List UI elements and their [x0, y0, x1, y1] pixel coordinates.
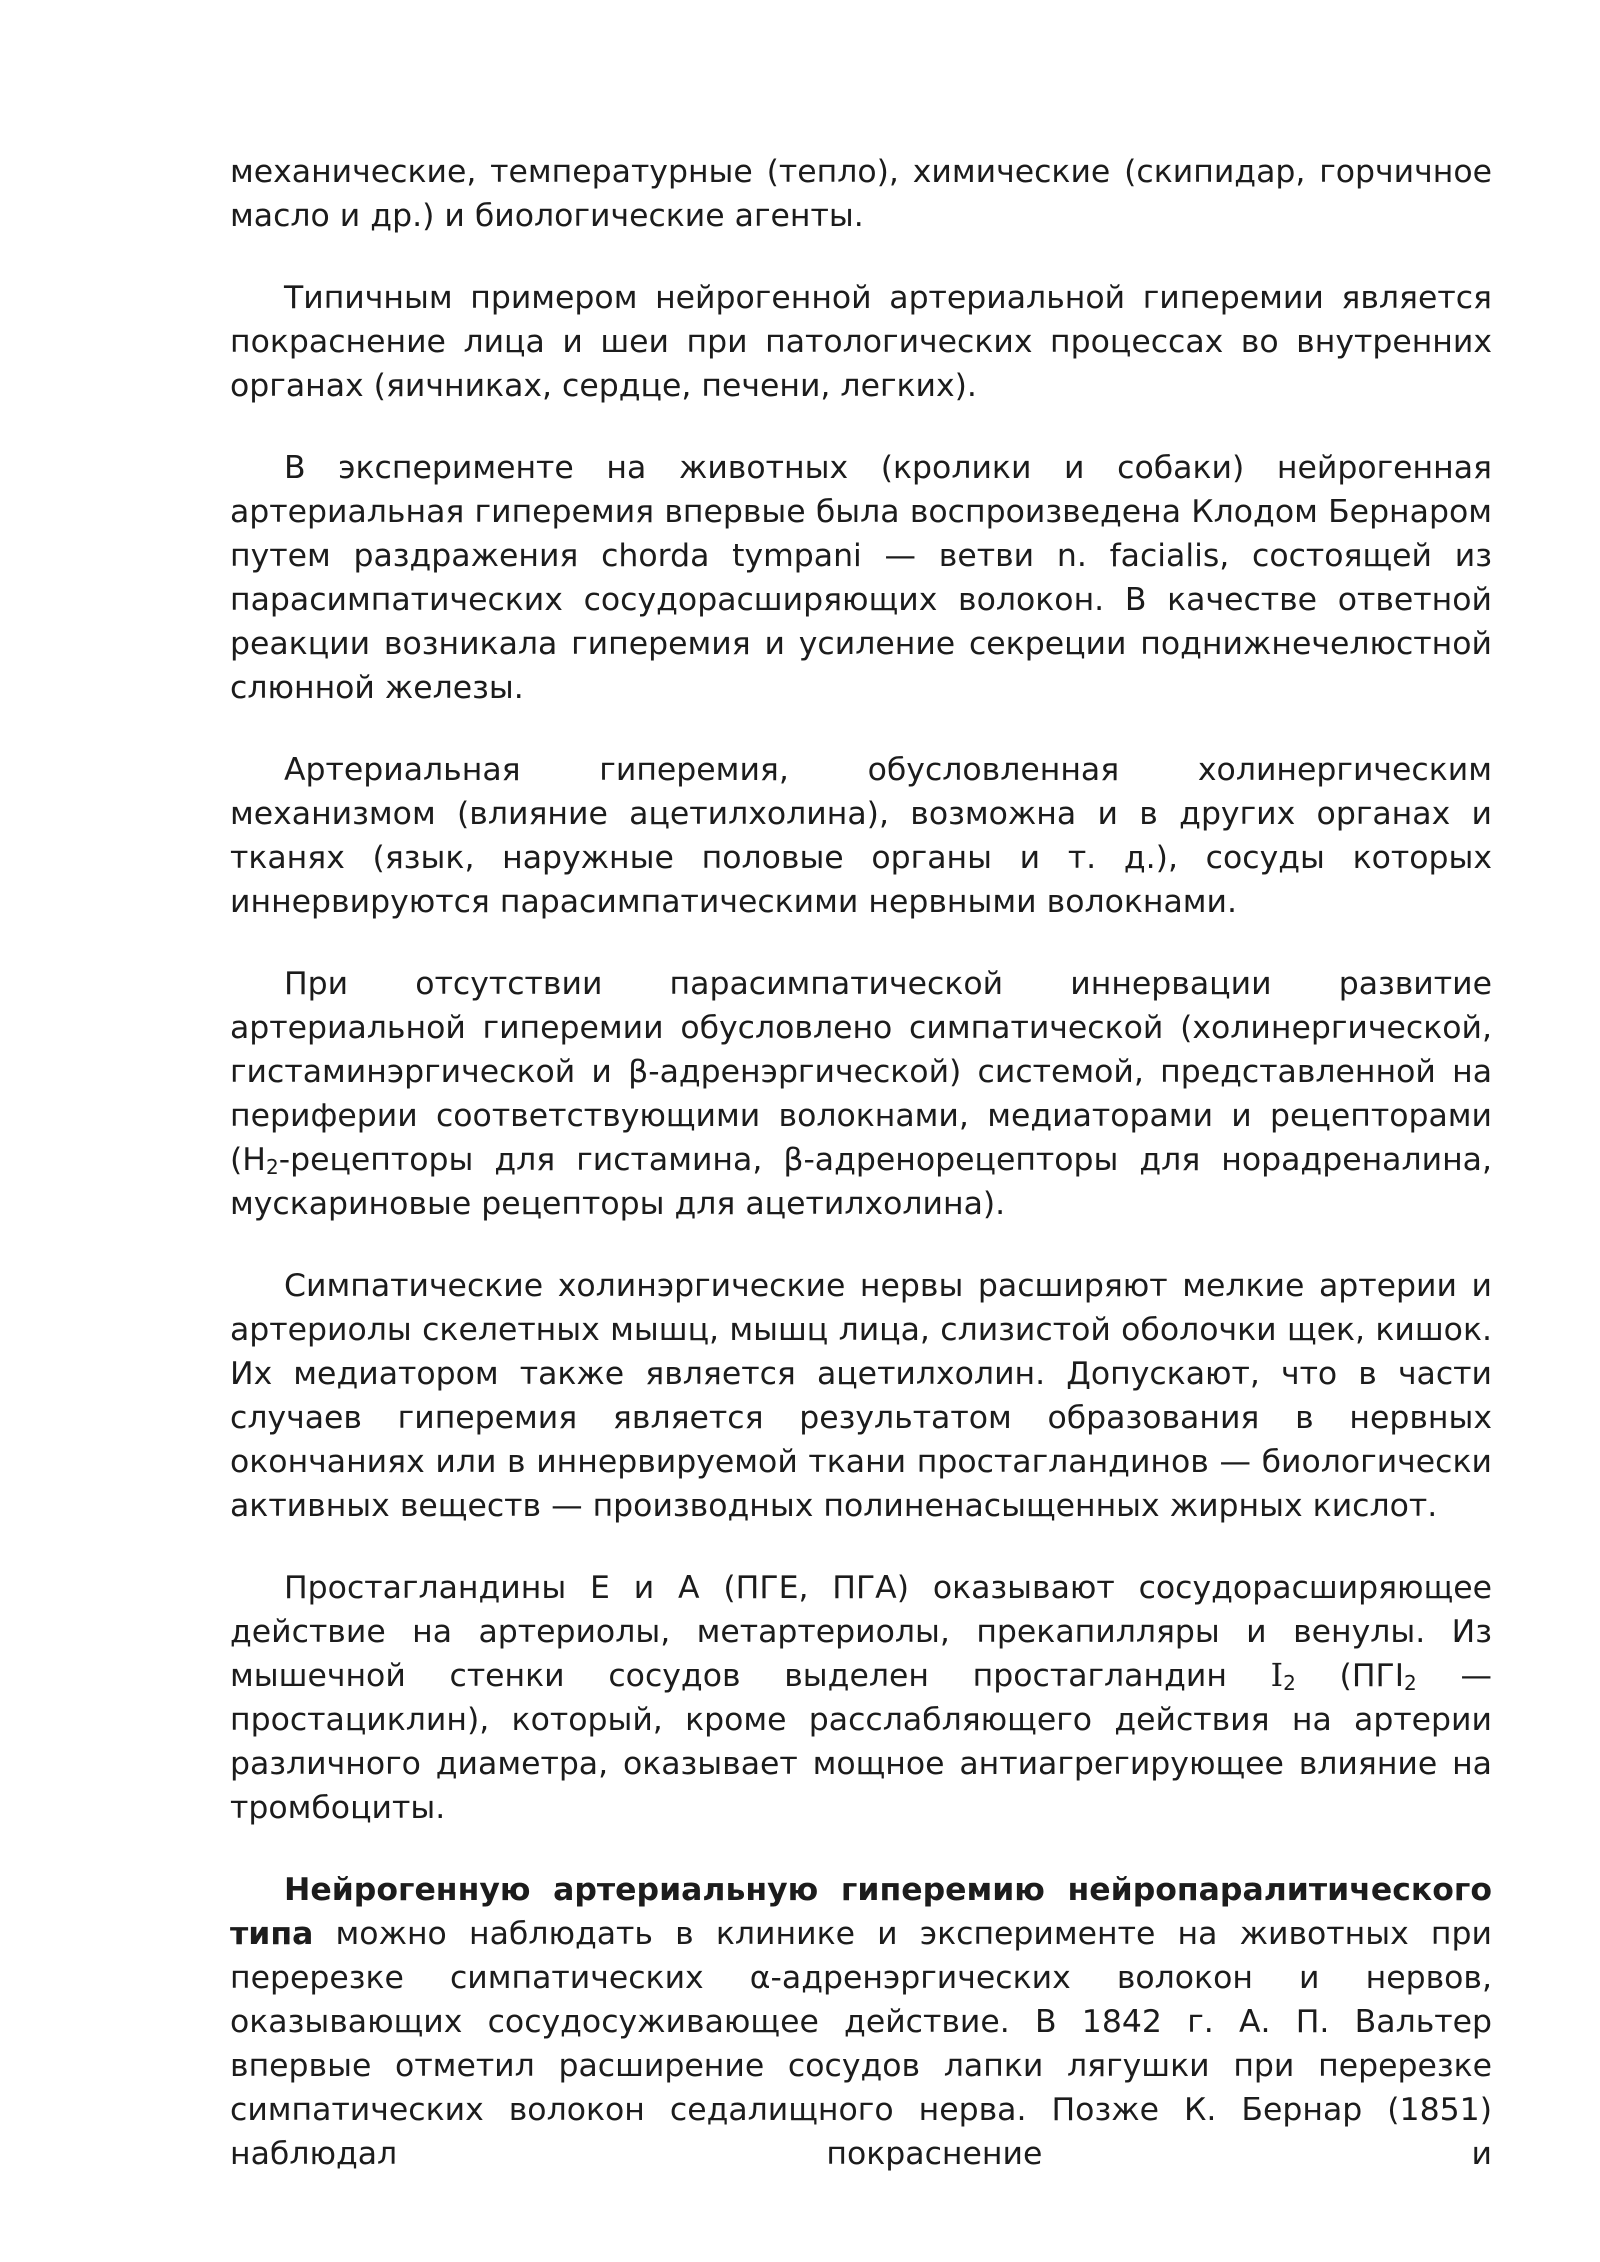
paragraph-7-text-c: — простациклин), который, кроме расслабляющего действия на артерии различного диаметра, оказывает мощное антиагрегирующее влияние на тромбоциты.	[230, 1658, 1492, 1826]
paragraph-3-text: В эксперименте на животных (кролики и собаки) нейрогенная артериальная гиперемия впервые была воспроизведена Клодом Бернаром путем раздражения chorda tympani — ветви n. facialis, состоящей из парасимпатических сосудорасширяющих волокон. В качестве ответной реакции возникала гиперемия и усиление секреции поднижнечелюстной слюнной железы.	[230, 450, 1492, 706]
paragraph-7	[230, 1566, 1492, 1830]
pgi2-subscript: 2	[1404, 1671, 1417, 1695]
paragraph-3	[230, 446, 1492, 710]
paragraph-7-text-b: (ПГI	[1295, 1658, 1405, 1694]
paragraph-5	[230, 962, 1492, 1226]
paragraph-1-text: механические, температурные (тепло), химические (скипидар, горчичное масло и др.) и биологические агенты.	[230, 154, 1492, 234]
paragraph-8-bold-lead: Нейрогенную артериальную гиперемию нейропаралитического типа	[230, 1872, 1492, 1952]
h2-subscript: 2	[265, 1155, 279, 1179]
paragraph-7-text-a: Простагландины Е и А (ПГЕ, ПГА) оказывают сосудорасширяющее действие на артериолы, метартериолы, прекапилляры и венулы. Из мышечной стенки сосудов выделен простагландин	[230, 1570, 1492, 1694]
paragraph-4-text: Артериальная гиперемия, обусловленная холинергическим механизмом (влияние ацетилхолина), возможна и в других органах и тканях (язык, наружные половые органы и т. д.), сосуды которых иннервируются парасимпатическими нервными волокнами.	[230, 752, 1492, 920]
paragraph-6	[230, 1264, 1492, 1528]
paragraph-8	[230, 1868, 1492, 2176]
document-page	[230, 150, 1492, 2214]
paragraph-2-text: Типичным примером нейрогенной артериальной гиперемии является покраснение лица и шеи при патологических процессах во внутренних органах (яичниках, сердце, печени, легких).	[230, 280, 1492, 404]
prostaglandin-i-letter: I	[1270, 1658, 1284, 1694]
i2-subscript: 2	[1283, 1671, 1296, 1695]
paragraph-2	[230, 276, 1492, 408]
paragraph-4	[230, 748, 1492, 924]
paragraph-1	[230, 150, 1492, 238]
paragraph-8-text: можно наблюдать в клинике и эксперименте на животных при перерезке симпатических α-адренэргических волокон и нервов, оказывающих сосудосуживающее действие. В 1842 г. А. П. Вальтер впервые отметил расширение сосудов лапки лягушки при перерезке симпатических волокон седалищного нерва. Позже К. Бернар (1851) наблюдал покраснение и	[230, 1916, 1492, 2172]
paragraph-6-text: Симпатические холинэргические нервы расширяют мелкие артерии и артериолы скелетных мышц, мышц лица, слизистой оболочки щек, кишок. Их медиатором также является ацетилхолин. Допускают, что в части случаев гиперемия является результатом образования в нервных окончаниях или в иннервируемой ткани простагландинов — биологически активных веществ — производных полиненасыщенных жирных кислот.	[230, 1268, 1492, 1524]
paragraph-5-text-a: При отсутствии парасимпатической иннервации развитие артериальной гиперемии обусловлено симпатической (холинергической, гистаминэргической и β-адренэргической) системой, представленной на периферии соответствующими волокнами, медиаторами и рецепторами (H	[230, 966, 1492, 1178]
paragraph-5-text-b: -рецепторы для гистамина, β-адренорецепторы для норадреналина, мускариновые рецепторы для ацетилхолина).	[230, 1142, 1492, 1222]
